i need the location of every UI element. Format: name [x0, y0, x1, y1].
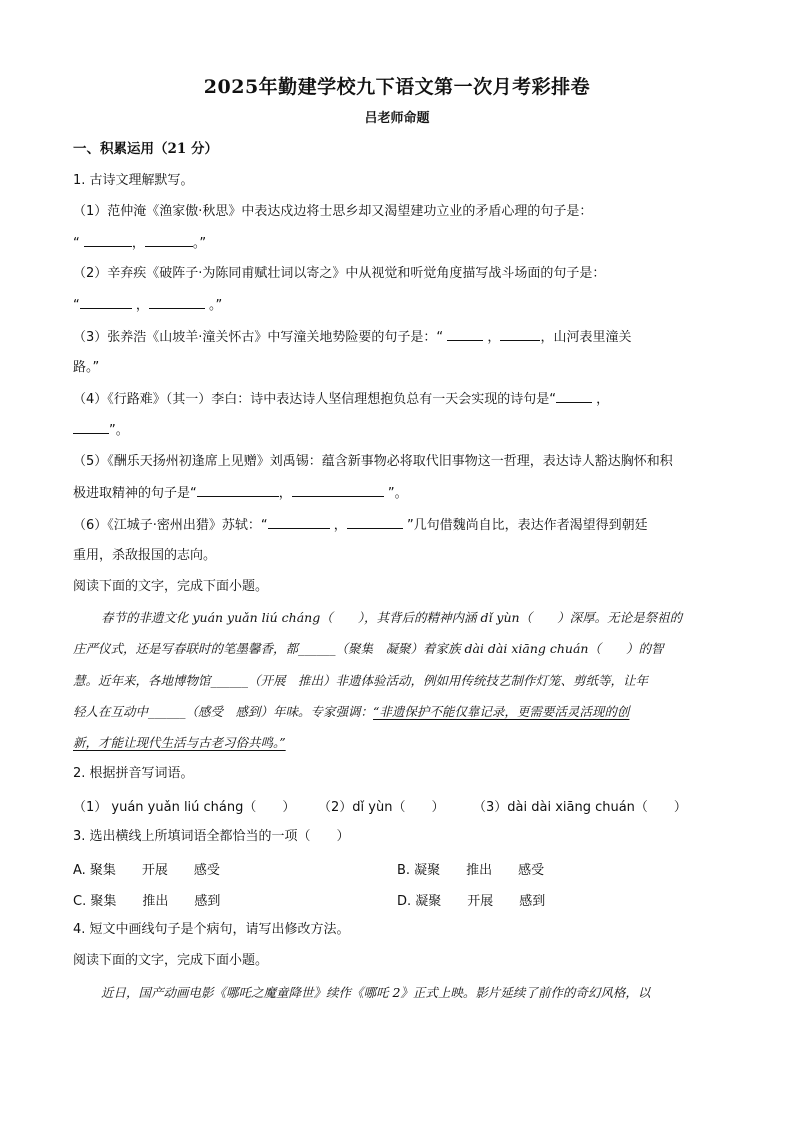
option-c[interactable]: C. 聚集 推出 感到 [73, 894, 221, 909]
q1-item-4-cont: ”。 [73, 421, 724, 440]
option-d[interactable]: D. 凝聚 开展 感到 [397, 894, 546, 909]
answer-blank[interactable] [80, 296, 132, 309]
underlined-sentence: 新，才能让现代生活与古老习俗共鸣。” [73, 735, 286, 750]
question-2-prompt: 2. 根据拼音写词语。 [73, 766, 194, 781]
q2-item-3: （3）dài dài xiāng chuán（ ） [473, 800, 687, 815]
passage-line [73, 734, 724, 752]
q1-item-6: （6）《江城子·密州出猎》苏轼：“ ， ”几句借魏尚自比，表达作者渴望得到朝廷 [73, 518, 648, 533]
reading-intro-2: 阅读下面的文字，完成下面小题。 [73, 953, 269, 968]
reading-intro-1: 阅读下面的文字，完成下面小题。 [73, 579, 269, 594]
passage-line: 近日，国产动画电影《哪吒之魔童降世》续作《哪吒 2》正式上映。影片延续了前作的奇幻风格，以 [101, 985, 651, 1000]
section-heading: 一、积累运用（21 分） [73, 141, 218, 157]
answer-blank[interactable] [84, 234, 132, 247]
q1-item-3: （3）张养浩《山坡羊·潼关怀古》中写潼关地势险要的句子是：“ ， ，山河表里潼关 [73, 330, 632, 345]
exam-author: 吕老师命题 [364, 111, 430, 126]
answer-blank[interactable] [500, 328, 540, 341]
q1-item-2: （2）辛弃疾《破阵子·为陈同甫赋壮词以寄之》中从视觉和听觉角度描写战斗场面的句子是： [73, 266, 606, 281]
answer-blank[interactable] [347, 516, 403, 529]
q1-item-6-cont: 重用，杀敌报国的志向。 [73, 548, 217, 563]
q1-item-1: （1）范仲淹《渔家傲·秋思》中表达戍边将士思乡却又渴望建功立业的矛盾心理的句子是： [73, 204, 593, 219]
underlined-sentence: “非遗保护不能仅靠记录，更需要活灵活现的创 [373, 704, 630, 719]
question-4-prompt: 4. 短文中画线句子是个病句，请写出修改方法。 [73, 922, 350, 937]
option-b[interactable]: B. 凝聚 推出 感受 [397, 863, 545, 878]
exam-title: 2025年勤建学校九下语文第一次月考彩排卷 [203, 76, 591, 98]
answer-blank[interactable] [268, 516, 330, 529]
passage-line: 轻人在互动中______（感受 感到）年味。专家强调：“非遗保护不能仅靠记录，更需要活灵活现的创 [73, 704, 630, 719]
q1-item-5-cont: 极进取精神的句子是“ ， ”。 [73, 486, 408, 501]
passage-line: 慧。近年来，各地博物馆______（开展 推出）非遗体验活动，例如用传统技艺制作灯笼、剪纸等，让年 [73, 673, 649, 688]
option-a[interactable]: A. 聚集 开展 感受 [73, 863, 220, 878]
q1-item-3-cont: 路。” [73, 360, 100, 375]
answer-blank[interactable] [556, 390, 592, 403]
q2-item-2: （2）dǐ yùn（ ） [318, 800, 445, 815]
answer-blank[interactable] [149, 296, 205, 309]
answer-blank[interactable] [447, 328, 483, 341]
q1-item-1-answer: “ ， 。” [73, 236, 207, 251]
q1-item-2-answer: “ ， 。” [73, 298, 223, 313]
answer-blank[interactable] [292, 484, 384, 497]
question-1-prompt: 1. 古诗文理解默写。 [73, 173, 194, 188]
answer-blank[interactable] [145, 234, 193, 247]
answer-blank[interactable] [73, 421, 109, 434]
q1-item-5: （5）《酬乐天扬州初逢席上见赠》刘禹锡：蕴含新事物必将取代旧事物这一哲理，表达诗人豁达胸怀和积 [73, 454, 673, 469]
q1-item-4: （4）《行路难》（其一）李白：诗中表达诗人坚信理想抱负总有一天会实现的诗句是“ ， [73, 392, 610, 407]
q2-item-1: （1） yuán yuǎn liú cháng（ ） [73, 800, 296, 815]
passage-line: 庄严仪式，还是写春联时的笔墨馨香，都______（聚集 凝聚）着家族 dài dài xiāng chuán（ ）的智 [73, 641, 664, 656]
passage-line: 春节的非遗文化 yuán yuǎn liú cháng（ ），其背后的精神内涵 dǐ yùn（ ）深厚。无论是祭祖的 [101, 610, 683, 625]
answer-blank[interactable] [197, 484, 279, 497]
question-3-prompt: 3. 选出横线上所填词语全都恰当的一项（ ） [73, 829, 350, 844]
